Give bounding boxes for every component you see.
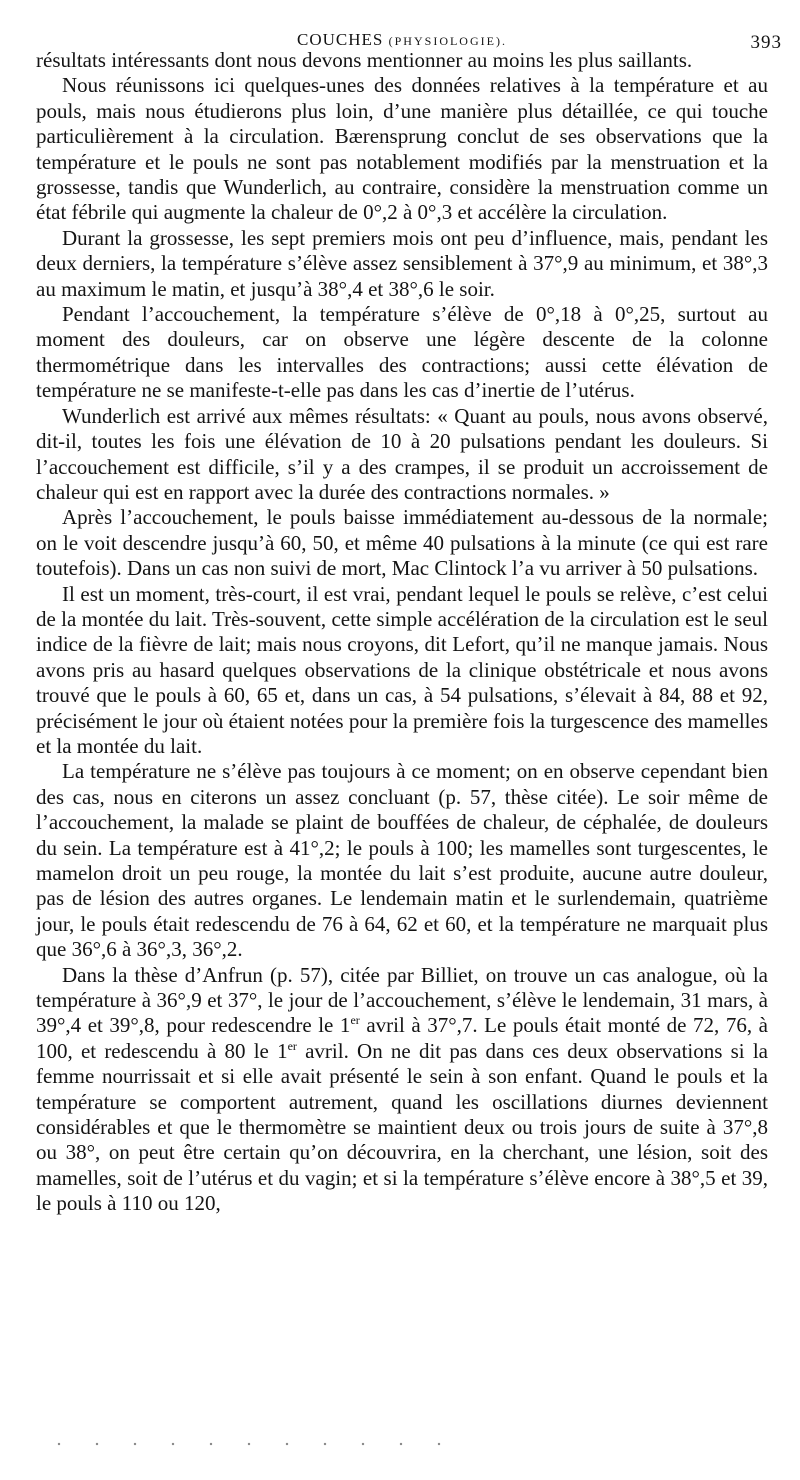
paragraph: Pendant l’accouchement, la température s’élève de 0°,18 à 0°,25, surtout au moment des douleurs, car on observe une légère descente de la colonne thermométrique dans les intervalles des contractions; aussi cette élévation de température ne se manifeste-t-elle pas dans les cas d’inertie de l’utérus. — [36, 302, 768, 403]
paragraph: Nous réunissons ici quelques-unes des données relatives à la température et au pouls, mais nous étudierons plus loin, d’une manière plus détaillée, ce qui touche particulièrement à la circulation. Bærensprung conclut de ses observations que la température et le pouls ne sont pas notablement modifiés par la menstruation et la grossesse, tandis que Wunderlich, au contraire, considère la menstruation comme un état fébrile qui augmente la chaleur de 0°,2 à 0°,3 et accélère la circulation. — [36, 73, 768, 225]
paragraph-text: avril. On ne dit pas dans ces deux observations si la femme nourrissait et si elle avait présenté le sein à son enfant. Quand le pouls et la température se comportent autrement, quand les oscillations diurnes deviennent considérables et que le thermomètre se maintient deux ou trois jours de suite à 37°,8 ou 38°, on peut être certain qu’on découvrira, en la cherchant, une lésion, soit des mamelles, soit de l’utérus et du vagin; et si la température s’élève encore à 38°,5 et 39, le pouls à 110 ou 120, — [36, 1038, 768, 1216]
paragraph: résultats intéressants dont nous devons mentionner au moins les plus saillants. — [36, 48, 693, 72]
paragraph: Il est un moment, très-court, il est vrai, pendant lequel le pouls se relève, c’est celui de la montée du lait. Très-souvent, cette simple accélération de la circulation est le seul indice de la fièvre de lait; mais nous croyons, dit Lefort, qu’il ne manque jamais. Nous avons pris au hasard quelques observations de la clinique obstétricale et nous avons trouvé que le pouls à 60, 65 et, dans un cas, à 54 pulsations, s’élevait à 84, 88 et 92, précisément le jour où étaient notées pour la première fois la turgescence des mamelles et la montée du lait. — [36, 581, 768, 758]
body-text — [36, 48, 768, 1217]
header-title — [36, 30, 768, 50]
ordinal-superscript: er — [287, 1038, 297, 1053]
ordinal-superscript: er — [350, 1013, 360, 1028]
paragraph: Wunderlich est arrivé aux mêmes résultats: « Quant au pouls, nous avons observé, dit-il, toutes les fois une élévation de 10 à 20 pulsations pendant les douleurs. Si l’accouchement est difficile, s’il y a des crampes, il se produit un accroissement de chaleur qui est en rapport avec la durée des contractions normales. » — [36, 403, 768, 504]
paragraph: La température ne s’élève pas toujours à ce moment; on en observe cependant bien des cas, nous en citerons un assez concluant (p. 57, thèse citée). Le soir même de l’accouchement, la malade se plaint de bouffées de chaleur, de céphalée, de douleurs du sein. La température est à 41°,2; le pouls à 100; les mamelles sont turgescentes, le mamelon droit un peu rouge, la montée du lait s’est produite, aucune autre douleur, pas de lésion des autres organes. Le lendemain matin et le surlendemain, quatrième jour, le pouls était redescendu de 76 à 64, 62 et 60, et la température ne marquait plus que 36°,6 à 36°,3, 36°,2. — [36, 759, 768, 962]
bleed-through-marks — [40, 1442, 460, 1446]
paragraph-text: avril à 37°,7. Le pouls était monté de 72, 76, à 100, et redescendu à 80 le 1 — [36, 1013, 768, 1063]
header-subtitle: (PHYSIOLOGIE). — [388, 34, 507, 48]
header-title-text: COUCHES — [297, 30, 384, 49]
running-header — [36, 22, 782, 53]
page — [36, 22, 782, 1217]
paragraph-text: Dans la thèse d’Anfrun (p. 57), citée par Billiet, on trouve un cas analogue, où la température à 36°,9 et 37°, le jour de l’accouchement, s’élève le lendemain, 31 mars, à 39°,4 et 39°,8, pour redescendre le 1 — [36, 962, 768, 1038]
paragraph — [36, 963, 768, 1217]
paragraph: Durant la grossesse, les sept premiers mois ont peu d’influence, mais, pendant les deux derniers, la température s’élève assez sensiblement à 37°,9 au minimum, et 38°,3 au maximum le matin, et jusqu’à 38°,4 et 38°,6 le soir. — [36, 225, 768, 301]
page-number: 393 — [750, 32, 782, 53]
paragraph: Après l’accouchement, le pouls baisse immédiatement au-dessous de la normale; on le voit descendre jusqu’à 60, 50, et même 40 pulsations à la minute (ce qui est rare toutefois). Dans un cas non suivi de mort, Mac Clintock l’a vu arriver à 50 pulsations. — [36, 505, 768, 581]
